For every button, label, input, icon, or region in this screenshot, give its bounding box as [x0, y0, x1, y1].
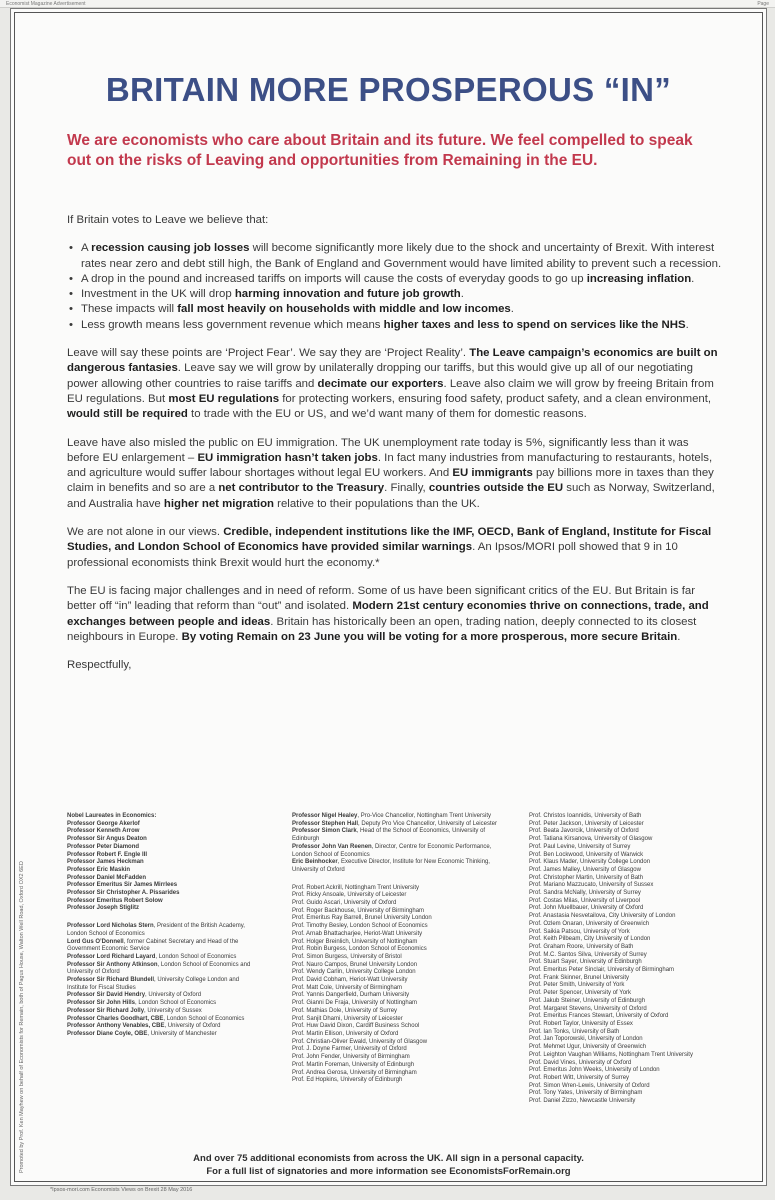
list-item: Professor Sir Richard Blundell, University College London and Institute for Fiscal Studies — [67, 977, 240, 991]
list-item: Prof. Ed Hopkins, University of Edinburgh — [292, 1077, 403, 1084]
list-item: Prof. Yannis Dangerfield, Durham University — [292, 992, 410, 999]
list-item: Prof. Martin Ellison, University of Oxford — [292, 1030, 399, 1037]
list-item: Prof. Roger Backhouse, University of Birmingham — [292, 907, 425, 914]
list-item: Professor Kenneth Arrow — [67, 828, 140, 835]
list-item: Professor James Heckman — [67, 859, 144, 866]
list-item: Prof. Tony Yates, University of Birmingham — [529, 1090, 643, 1097]
list-item: Prof. James Malley, University of Glasgow — [529, 866, 641, 873]
signatory-column-2 — [292, 813, 497, 1085]
list-item: Professor Sir John Hills, London School of Economics — [67, 1000, 217, 1007]
list-item: Prof. Christian-Oliver Ewald, University of Glasgow — [292, 1038, 428, 1045]
list-item: • A recession causing job losses will become significantly more likely due to the shock and uncertainty of Brexit. With interest rates near zero and debt still high, the Bank of England and Government would have limited ability to prevent such a recession. — [67, 241, 722, 272]
list-item: Professor Sir Anthony Atkinson, London School of Economics and University of Oxford — [67, 961, 251, 976]
list-item: Professor John Van Reenen, Director, Centre for Economic Performance, London School of Economics — [292, 843, 492, 858]
list-item: Prof. Peter Jackson, University of Leicester — [529, 820, 644, 827]
lead-line: If Britain votes to Leave we believe that: — [67, 214, 269, 226]
list-item: Prof. David Cobham, Heriot-Watt University — [292, 977, 408, 984]
list-item: Prof. John Fender, University of Birmingham — [292, 1054, 410, 1061]
letter-body — [67, 213, 722, 686]
list-item: Professor Emeritus Robert Solow — [67, 897, 163, 904]
closing-note — [15, 1152, 762, 1178]
list-item: Prof. Mehmet Ugur, University of Greenwich — [529, 1044, 647, 1051]
list-item: Prof. Simon Wren-Lewis, University of Oxford — [529, 1082, 650, 1089]
list-item: Prof. Wendy Carlin, University College London — [292, 969, 416, 976]
list-item: Prof. Leighton Vaughan Williams, Nottingham Trent University — [529, 1051, 693, 1058]
list-item: Lord Gus O’Donnell, former Cabinet Secretary and Head of the Government Economic Service — [67, 938, 239, 953]
nobel-list — [67, 821, 257, 913]
list-item: Prof. Gianni De Fraja, University of Nottingham — [292, 1000, 418, 1007]
risk-list — [67, 241, 722, 333]
list-item: Professor Charles Goodhart, CBE, London School of Economics — [67, 1015, 245, 1022]
list-item: Prof. Holger Breinlich, University of Nottingham — [292, 938, 418, 945]
list-item: Prof. Mariano Mazzucato, University of Sussex — [529, 882, 654, 889]
signatories — [67, 813, 727, 1143]
list-item: Prof. Keith Pilbeam, City University of London — [529, 936, 651, 943]
list-item: Prof. Arnab Bhattacharjee, Heriot-Watt University — [292, 930, 423, 937]
masthead — [0, 0, 775, 8]
masthead-right: Page — [757, 1, 769, 7]
paragraph-project-fear: Leave will say these points are ‘Project Fear’. We say they are ‘Project Reality’. The Leave campaign’s economics are built on dangerous fantasies. Leave say we will grow by unilaterally dropping our tariffs, but this would give up all of our negotiating power allowing other countries to raise tariffs and decimate our exporters. Leave also claim we will grow by freeing Britain from EU regulations. But most EU regulations for protecting workers, ensuring food safety, product safety, and a clean environment, would still be required to trade with the EU or US, and we’d want many of them for domestic reasons. — [67, 347, 718, 421]
list-item: Prof. Daniel Zizzo, Newcastle University — [529, 1098, 636, 1105]
list-item: Prof. Paul Levine, University of Surrey — [529, 843, 631, 850]
list-item: Professor Lord Nicholas Stern, President of the British Academy, London School of Economics — [67, 923, 245, 937]
list-item: Prof. Graham Roore, University of Bath — [529, 943, 634, 950]
list-item: Prof. Jakub Steiner, University of Edinburgh — [529, 997, 646, 1004]
paragraph-reform: The EU is facing major challenges and in need of reform. Some of us have been significant critics of the EU. But Britain is far better off “in” leading that reform than “out” and isolated. Modern 21st century economies thrive on connections, trade, and exchanges between people and ideas. Britain has historically been an open, trading nation, deeply connected to its closest neighbours in Europe. By voting Remain on 23 June you will be voting for a more prosperous, more secure Britain. — [67, 584, 709, 643]
paragraph-immigration: Leave have also misled the public on EU immigration. The UK unemployment rate today is 5%, significantly less than it was before EU enlargement – EU immigration hasn’t taken jobs. In fact many industries from manufacturing to restaurants, hotels, and agriculture would suffer labour shortages without legal EU workers. And EU immigrants pay billions more in taxes than they claim in benefits and so are a net contributor to the Treasury. Finally, countries outside the EU such as Norway, Switzerland, and Australia have higher net migration relative to their populations than the UK. — [67, 436, 715, 510]
list-item: Prof. Peter Spencer, University of York — [529, 990, 632, 997]
list-item: Prof. Costas Milas, University of Liverpool — [529, 897, 641, 904]
list-item: Professor Sir Richard Jolly, University of Sussex — [67, 1007, 202, 1014]
list-item: Prof. Frank Skinner, Brunel University — [529, 974, 630, 981]
list-item: Prof. Simon Burgess, University of Bristol — [292, 953, 402, 960]
list-item: Prof. Peter Smith, University of York — [529, 982, 625, 989]
list-item: Prof. Ricky Ansoale, University of Leicester — [292, 892, 407, 899]
masthead-left: Economist Magazine Advertisement — [6, 1, 86, 7]
list-item: Prof. Christos Ioannidis, University of Bath — [529, 813, 642, 819]
side-imprint-text: Promoted by Prof. Ken Mayhew on behalf of Economists for Remain, both of Pagus House, Walton Well Road, Oxford OX2 6ED — [19, 861, 25, 1173]
list-item: Prof. Stuart Sayer, University of Edinburgh — [529, 959, 642, 966]
nobel-heading: Nobel Laureates in Economics: — [67, 813, 157, 819]
list-item: Prof. Beata Javorcik, University of Oxford — [529, 828, 639, 835]
list-item: Professor Anthony Venables, CBE, University of Oxford — [67, 1023, 221, 1030]
list-item: Prof. Margaret Stevens, University of Oxford — [529, 1005, 647, 1012]
list-item: Professor Robert F. Engle III — [67, 851, 148, 858]
list-item: Prof. Robert Taylor, University of Essex — [529, 1020, 633, 1027]
page-title: BRITAIN MORE PROSPEROUS “IN” — [105, 71, 672, 108]
list-item: Prof. Ian Tonks, University of Bath — [529, 1028, 620, 1035]
list-item: Prof. Matt Cole, University of Birmingham — [292, 984, 403, 991]
list-item: Professor Emeritus Sir James Mirrlees — [67, 882, 178, 889]
list-item: Prof. Sandra McNally, University of Surrey — [529, 890, 641, 897]
list-item: Professor Diane Coyle, OBE, University of Manchester — [67, 1030, 217, 1037]
list-item: Professor Lord Richard Layard, London School of Economics — [67, 953, 237, 960]
list-item: Prof. Sanjit Dhami, University of Leicester — [292, 1015, 403, 1022]
list-item: Prof. Robin Burgess, London School of Economics — [292, 946, 427, 953]
list-item: Prof. David Vines, University of Oxford — [529, 1059, 632, 1066]
list-item: • A drop in the pound and increased tariffs on imports will cause the costs of everyday goods to go up increasing inflation. — [67, 272, 722, 287]
list-item: Prof. M.C. Santos Silva, University of Surrey — [529, 951, 647, 958]
list-item: Prof. J. Doyne Farmer, University of Oxford — [292, 1046, 407, 1053]
list-item: Prof. Tatiana Kirsanova, University of Glasgow — [529, 836, 653, 843]
senior-signatories — [67, 923, 257, 1039]
list-item: Prof. Saikia Patsou, University of York — [529, 928, 630, 935]
list-item: Professor Daniel McFadden — [67, 874, 147, 881]
footnote: *Ipsos-mori.com Economists Views on Brexit 28 May 2016 — [50, 1187, 193, 1193]
signatory-column-3 — [529, 813, 729, 1106]
signatory-list — [529, 813, 729, 1106]
list-item: Prof. Mathias Dole, University of Surrey — [292, 1007, 398, 1014]
list-item: Prof. Robert Ackrill, Nottingham Trent University — [292, 884, 420, 891]
list-item: Prof. Ozlem Onaran, University of Greenwich — [529, 920, 650, 927]
list-item: Prof. Martin Foreman, University of Edinburgh — [292, 1061, 415, 1068]
list-item: Professor Nigel Healey, Pro-Vice Chancellor, Nottingham Trent University — [292, 813, 491, 819]
list-item: Professor Eric Maskin — [67, 866, 131, 873]
list-item: Professor Sir Angus Deaton — [67, 836, 147, 843]
list-item: Prof. Robert Witt, University of Surrey — [529, 1074, 630, 1081]
signatory-column-1 — [67, 813, 257, 1039]
list-item: Professor Peter Diamond — [67, 843, 140, 850]
list-item: Professor Stephen Hall, Deputy Pro Vice Chancellor, University of Leicester — [292, 820, 497, 827]
list-item: Prof. Nauro Campos, Brunel University London — [292, 961, 418, 968]
closing-line: And over 75 additional economists from across the UK. All sign in a personal capacity. — [193, 1153, 584, 1164]
list-item: • Investment in the UK will drop harming innovation and future job growth. — [67, 287, 722, 302]
intro-statement: We are economists who care about Britain and its future. We feel compelled to speak out on the risks of Leaving and opportunities from Remaining in the EU. — [67, 132, 693, 169]
list-item: Prof. Klaus Mader, University College London — [529, 859, 651, 866]
list-item: Prof. Jan Toporowski, University of London — [529, 1036, 643, 1043]
list-item: Professor Joseph Stiglitz — [67, 905, 140, 912]
list-item: Prof. Emeritus Frances Stewart, University of Oxford — [529, 1013, 669, 1020]
paragraph-institutions: We are not alone in our views. Credible, independent institutions like the IMF, OECD, Bank of England, Institute for Fiscal Studies, and London School of Economics have provided similar warnings. An Ipsos/MORI poll showed that 9 in 10 professional economists think Brexit would hurt the economy.* — [67, 526, 712, 569]
institution-heads — [292, 813, 497, 875]
signatory-list — [292, 885, 497, 1085]
advertisement-panel — [14, 12, 763, 1182]
list-item: Prof. Emeritus Ray Barrell, Brunel University London — [292, 915, 432, 922]
list-item: Prof. Anastasia Nesvetailova, City University of London — [529, 913, 676, 920]
list-item: Prof. Huw David Dixon, Cardiff Business School — [292, 1023, 420, 1030]
website-line: For a full list of signatories and more information see EconomistsForRemain.org — [206, 1166, 571, 1177]
side-imprint — [19, 613, 31, 1173]
sign-off: Respectfully, — [67, 659, 132, 672]
list-item: • These impacts will fall most heavily on households with middle and low incomes. — [67, 302, 722, 317]
list-item: Eric Beinhocker, Executive Director, Institute for New Economic Thinking, University of Oxford — [292, 859, 490, 873]
list-item: Prof. John Muellbauer, University of Oxford — [529, 905, 644, 912]
list-item: Prof. Ben Lockwood, University of Warwick — [529, 851, 644, 858]
list-item: Prof. Andrea Gerosa, University of Birmingham — [292, 1069, 417, 1076]
list-item: Professor Sir Christopher A. Pissarides — [67, 890, 180, 897]
list-item: Prof. Christopher Martin, University of Bath — [529, 874, 644, 881]
list-item: Prof. Guido Ascari, University of Oxford — [292, 900, 397, 907]
list-item: Professor Simon Clark, Head of the School of Economics, University of Edinburgh — [292, 828, 486, 843]
list-item: • Less growth means less government revenue which means higher taxes and less to spend on services like the NHS. — [67, 318, 722, 333]
list-item: Professor Sir David Hendry, University of Oxford — [67, 992, 202, 999]
list-item: Prof. Timothy Besley, London School of Economics — [292, 923, 428, 930]
list-item: Prof. Emeritus John Weeks, University of London — [529, 1067, 660, 1074]
list-item: Professor George Akerlof — [67, 820, 140, 827]
list-item: Prof. Emeritus Peter Sinclair, University of Birmingham — [529, 967, 675, 974]
